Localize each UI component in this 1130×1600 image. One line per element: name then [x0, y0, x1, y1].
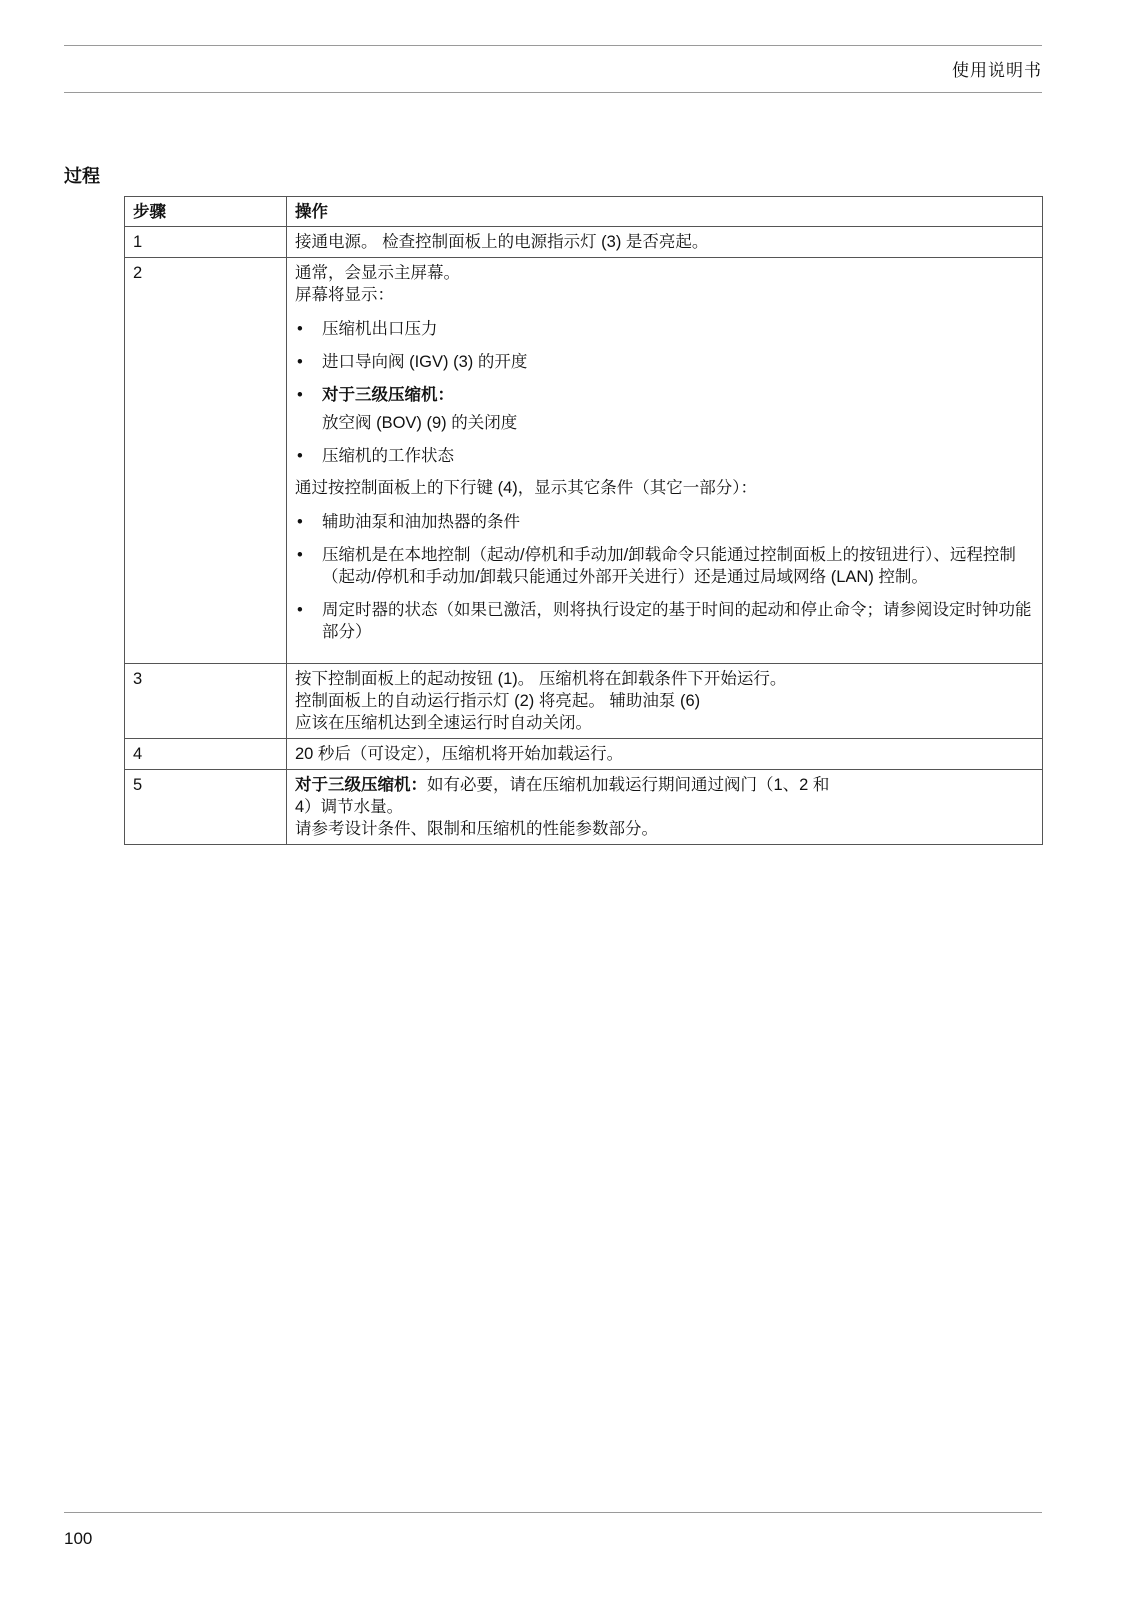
list-item-text: 进口导向阀 (IGV) (3) 的开度	[322, 353, 528, 371]
step-action	[287, 739, 1043, 770]
list-item	[295, 384, 1034, 406]
list-item	[295, 544, 1034, 588]
list-item	[295, 511, 1034, 533]
list-item-text: 辅助油泵和油加热器的条件	[322, 513, 520, 531]
header-top-rule	[64, 45, 1042, 46]
list-sub-line: 放空阀 (BOV) (9) 的关闭度	[322, 414, 518, 432]
table-row	[125, 739, 1043, 770]
list-item	[295, 351, 1034, 373]
action-line-rest: 如有必要，请在压缩机加载运行期间通过阀门（1、2 和	[427, 776, 830, 794]
action-line: 屏幕将显示：	[295, 286, 394, 304]
table-row	[125, 258, 1043, 664]
table-row	[125, 770, 1043, 845]
action-line: 应该在压缩机达到全速运行时自动关闭。	[295, 714, 592, 732]
footer-rule	[64, 1512, 1042, 1513]
step-action	[287, 770, 1043, 845]
action-line: 请参考设计条件、限制和压缩机的性能参数部分。	[295, 820, 658, 838]
procedure-table	[124, 196, 1043, 845]
step-number: 1	[125, 227, 287, 258]
bullet-icon: •	[297, 353, 303, 371]
action-line	[295, 774, 1034, 796]
list-item	[295, 318, 1034, 340]
table-header-row	[125, 197, 1043, 227]
step-action	[287, 258, 1043, 664]
table-row	[125, 664, 1043, 739]
list-item-text: 对于三级压缩机：	[322, 386, 454, 404]
step-number: 5	[125, 770, 287, 845]
list-item-text: 压缩机的工作状态	[322, 447, 454, 465]
bullet-icon: •	[297, 320, 303, 338]
header-bottom-rule	[64, 92, 1042, 93]
step-column-header: 步骤	[125, 197, 287, 227]
bullet-icon: •	[297, 601, 303, 619]
action-column-header: 操作	[287, 197, 1043, 227]
header-title: 使用说明书	[952, 61, 1042, 80]
list-item	[295, 599, 1034, 643]
step-number: 2	[125, 258, 287, 664]
list-item-text: 压缩机出口压力	[322, 320, 438, 338]
action-line: 通过按控制面板上的下行键 (4)，显示其它条件（其它一部分）：	[295, 479, 757, 497]
action-line: 控制面板上的自动运行指示灯 (2) 将亮起。 辅助油泵 (6)	[295, 692, 701, 710]
action-line: 20 秒后（可设定），压缩机将开始加载运行。	[295, 745, 624, 763]
list-item	[295, 445, 1034, 467]
three-stage-label: 对于三级压缩机：	[295, 776, 427, 794]
bullet-icon: •	[297, 447, 303, 465]
table-row	[125, 227, 1043, 258]
screen-display-list	[295, 318, 1034, 406]
bullet-icon: •	[297, 386, 303, 404]
list-item-text: 压缩机是在本地控制（起动/停机和手动加/卸载命令只能通过控制面板上的按钮进行）、远程控制（起动/停机和手动加/卸载只能通过外部开关进行）还是通过局域网络 (LAN) 控制。	[322, 546, 1016, 586]
other-conditions-list	[295, 511, 1034, 643]
action-line: 按下控制面板上的起动按钮 (1)。 压缩机将在卸载条件下开始运行。	[295, 670, 787, 688]
step-number: 3	[125, 664, 287, 739]
screen-display-list-continued	[295, 445, 1034, 467]
page-number: 100	[64, 1529, 93, 1548]
bullet-icon: •	[297, 546, 303, 564]
section-title: 过程	[64, 166, 100, 186]
list-item-text: 周定时器的状态（如果已激活，则将执行设定的基于时间的起动和停止命令；请参阅设定时钟功能部分）	[322, 601, 1032, 641]
action-line: 接通电源。 检查控制面板上的电源指示灯 (3) 是否亮起。	[295, 233, 709, 251]
action-line: 通常，会显示主屏幕。	[295, 264, 460, 282]
step-number: 4	[125, 739, 287, 770]
action-line: 4）调节水量。	[295, 798, 404, 816]
step-action	[287, 227, 1043, 258]
bullet-icon: •	[297, 513, 303, 531]
step-action	[287, 664, 1043, 739]
